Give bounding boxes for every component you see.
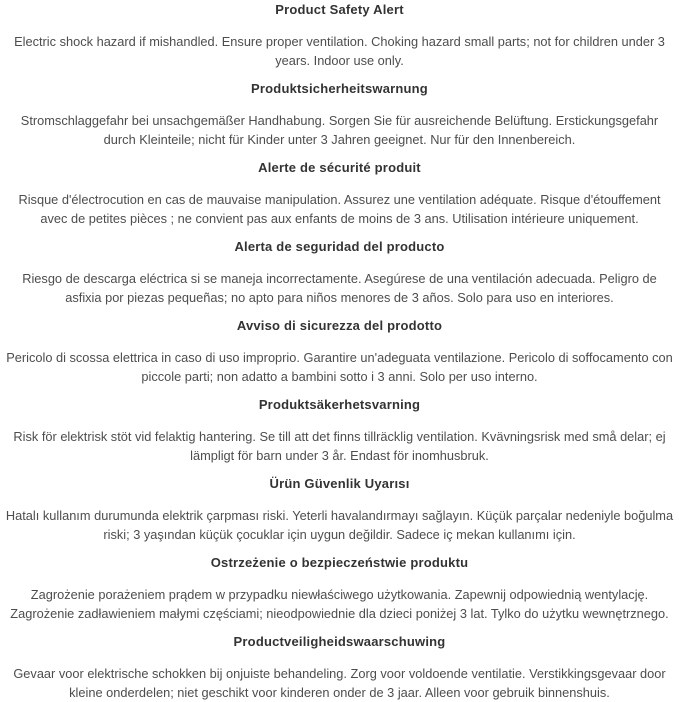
safety-section-es [4, 239, 675, 307]
section-body: Electric shock hazard if mishandled. Ensure proper ventilation. Choking hazard small parts; not for children under 3 years. Indoor use only. [14, 34, 665, 68]
section-heading: Alerta de seguridad del producto [234, 239, 445, 254]
section-body: Zagrożenie porażeniem prądem w przypadku niewłaściwego użytkowania. Zapewnij odpowiednią wentylację. Zagrożenie zadławieniem małymi częściami; nieodpowiednie dla dzieci poniżej 3 lat. Tylko do użytku wewnętrznego. [10, 587, 669, 621]
safety-section-de [4, 81, 675, 149]
section-heading: Ürün Güvenlik Uyarısı [269, 476, 410, 491]
safety-section-nl [4, 634, 675, 702]
section-heading: Produktsäkerhetsvarning [258, 397, 421, 412]
section-heading: Avviso di sicurezza del prodotto [236, 318, 443, 333]
safety-section-en [4, 2, 675, 70]
section-body: Risque d'électrocution en cas de mauvaise manipulation. Assurez une ventilation adéquate. Risque d'étouffement avec de petites pièces ; ne convient pas aux enfants de moins de 3 ans. Utilisation intérieure uniquement. [18, 192, 661, 226]
safety-section-tr [4, 476, 675, 544]
section-heading: Productveiligheidswaarschuwing [233, 634, 446, 649]
safety-section-fr [4, 160, 675, 228]
section-body: Risk för elektrisk stöt vid felaktig hantering. Se till att det finns tillräcklig ventilation. Kvävningsrisk med små delar; ej lämpligt för barn under 3 år. Endast för inomhusbruk. [13, 429, 666, 463]
section-body: Stromschlaggefahr bei unsachgemäßer Handhabung. Sorgen Sie für ausreichende Belüftung. Erstickungsgefahr durch Kleinteile; nicht für Kinder unter 3 Jahren geeignet. Nur für den Innenbereich. [20, 113, 659, 147]
safety-section-sv [4, 397, 675, 465]
section-body: Hatalı kullanım durumunda elektrik çarpması riski. Yeterli havalandırmayı sağlayın. Küçük parçalar nedeniyle boğulma riski; 3 yaşından küçük çocuklar için uygun değildir. Sadece iç mekan kullanımı için. [5, 508, 674, 542]
section-heading: Produktsicherheitswarnung [251, 81, 428, 96]
safety-section-pl [4, 555, 675, 623]
section-body: Pericolo di scossa elettrica in caso di uso improprio. Garantire un'adeguata ventilazione. Pericolo di soffocamento con piccole parti; non adatto a bambini sotto i 3 anni. Solo per uso interno. [6, 350, 673, 384]
section-heading: Alerte de sécurité produit [258, 160, 421, 175]
section-heading: Ostrzeżenie o bezpieczeństwie produktu [210, 555, 469, 570]
safety-section-it [4, 318, 675, 386]
section-heading: Product Safety Alert [275, 2, 404, 17]
section-body: Gevaar voor elektrische schokken bij onjuiste behandeling. Zorg voor voldoende ventilatie. Verstikkingsgevaar door kleine onderdelen; niet geschikt voor kinderen onder de 3 jaar. Alleen voor gebruik binnenshuis. [13, 666, 666, 700]
section-body: Riesgo de descarga eléctrica si se maneja incorrectamente. Asegúrese de una ventilación adecuada. Peligro de asfixia por piezas pequeñas; no apto para niños menores de 3 años. Solo para uso en interiores. [22, 271, 657, 305]
